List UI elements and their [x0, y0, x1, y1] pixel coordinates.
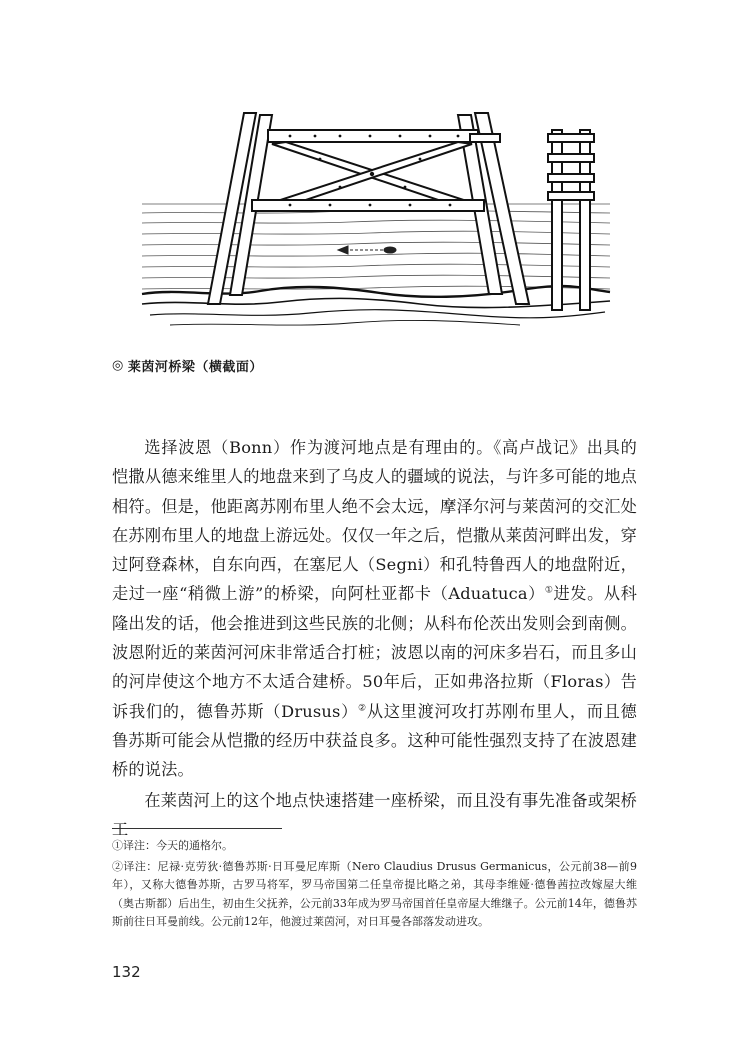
footnote-1-mark: ①: [112, 839, 123, 852]
caption-text: 莱茵河桥梁（横截面）: [127, 360, 263, 375]
paragraph-1-part-c: 从这里渡河攻打苏刚布里人，而且德鲁苏斯可能会从恺撒的经历中获益良多。这种可能性强烈支持了在波恩建桥的说法。: [112, 701, 637, 780]
current-arrow: [338, 246, 396, 254]
footnote-1: [112, 837, 637, 856]
paragraph-1: [112, 433, 637, 785]
figure-caption: [112, 356, 263, 375]
footnote-ref-2: ②: [358, 703, 367, 714]
footnote-2-mark: ②: [112, 859, 124, 873]
paragraph-1-part-b: 进发。从科隆出发的话，他会推进到这些民族的北侧；从科布伦茨出发则会到南侧。波恩附近的莱茵河河床非常适合打桩；波恩以南的河床多岩石，而且多山的河岸使这个地方不太适合建桥。50年后，正如弗洛拉斯（Floras）告诉我们的，德鲁苏斯（Drusus）: [112, 584, 637, 721]
footnote-1-text: 译注：今天的通格尔。: [123, 839, 233, 852]
page-number: 132: [112, 963, 141, 981]
paragraph-1-part-a: 选择波恩（Bonn）作为渡河地点是有理由的。《高卢战记》出具的恺撒从德来维里人的地盘来到了乌皮人的疆域的说法，与许多可能的地点相符。但是，他距离苏刚布里人绝不会太远，摩泽尔河与莱茵河的交汇处在苏刚布里人的地盘上游远处。仅仅一年之后，恺撒从莱茵河畔出发，穿过阿登森林，自东向西，在塞尼人（Segni）和孔特鲁西人的地盘附近，走过一座“稍微上游”的桥梁，向阿杜亚都卡（Aduatuca）: [112, 438, 637, 604]
footnotes: [112, 837, 637, 934]
bridge-cross-section-illustration: [140, 92, 620, 342]
footnote-2: [112, 858, 637, 932]
caption-bullet-icon: ◎: [112, 358, 124, 373]
side-pier: [548, 130, 594, 310]
paragraph-2: 在莱茵河上的这个地点快速搭建一座桥梁，而且没有事先准备或架桥工: [112, 790, 637, 839]
bridge-drawing: [140, 92, 620, 342]
footnote-divider: [112, 828, 282, 829]
body-text: [112, 433, 637, 844]
footnote-ref-1: ①: [544, 586, 554, 597]
footnote-2-text: 译注：尼禄·克劳狄·德鲁苏斯·日耳曼尼库斯（Nero Claudius Drusus Germanicus，公元前38—前9年），又称大德鲁苏斯，古罗马将军，罗马帝国第二任皇帝提比略之弟，其母李维娅·德鲁茜拉改嫁屋大维（奥古斯都）后出生，初由生父抚养，公元前33年成为罗马帝国首任皇帝屋大维继子。公元前14年，德鲁苏斯前往日耳曼前线。公元前12年，他渡过莱茵河，对日耳曼各部落发动进攻。: [112, 859, 638, 928]
